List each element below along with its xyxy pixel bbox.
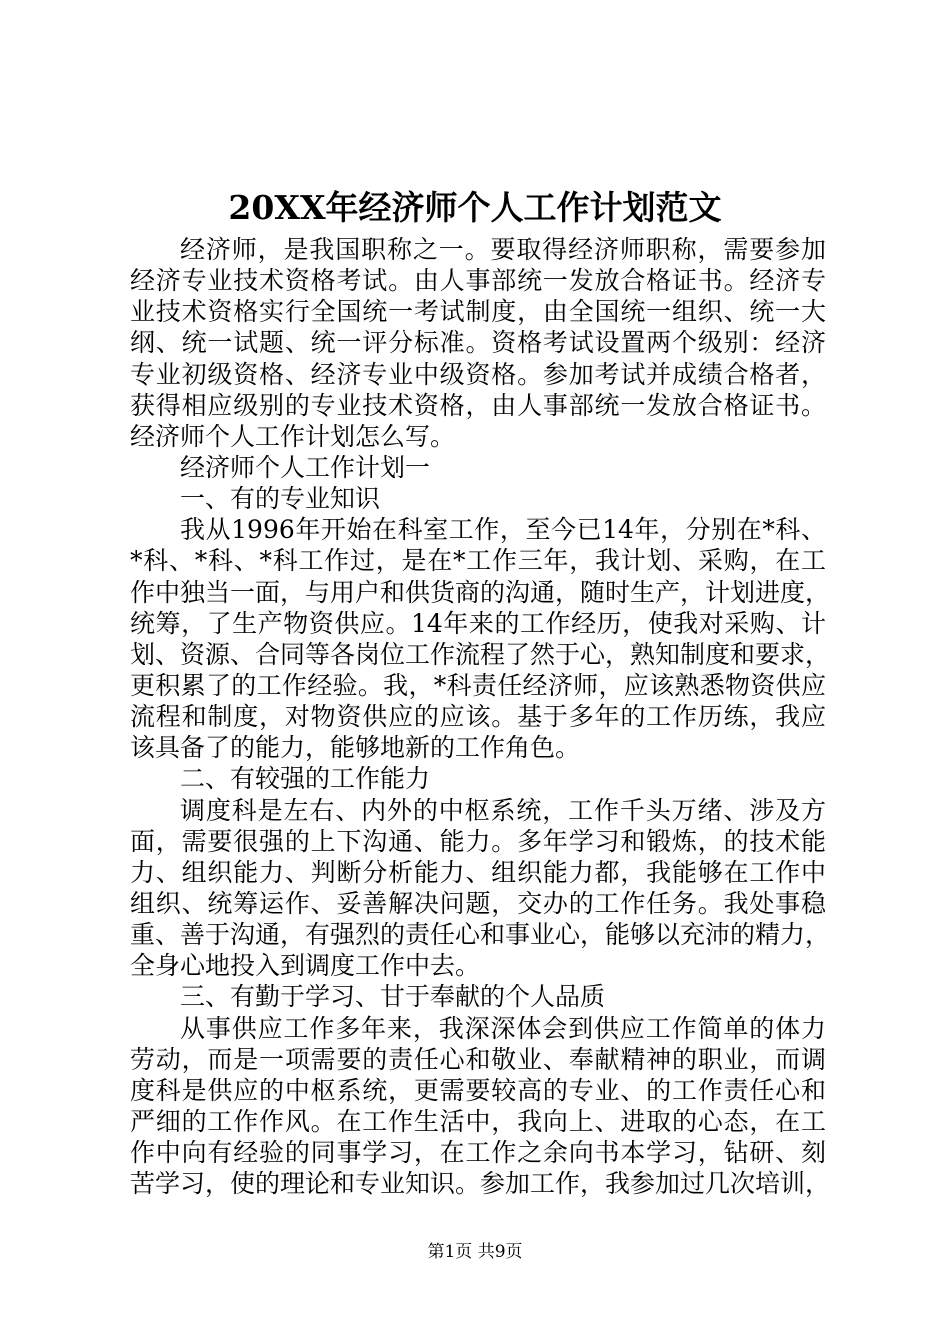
body-line: 流程和制度，对物资供应的应该。基于多年的工作历练，我应 bbox=[130, 702, 826, 732]
body-line: 经济师个人工作计划怎么写。 bbox=[130, 421, 456, 451]
body-line: 我从1996年开始在科室工作，至今已14年，分别在*科、 bbox=[180, 515, 826, 545]
body-line: 组织、统筹运作、妥善解决问题，交办的工作任务。我处事稳 bbox=[130, 888, 826, 918]
body-line: 全身心地投入到调度工作中去。 bbox=[130, 951, 481, 981]
body-line: 划、资源、合同等各岗位工作流程了然于心，熟知制度和要求， bbox=[130, 639, 831, 669]
body-line: 力、组织能力、判断分析能力、组织能力都，我能够在工作中 bbox=[130, 857, 826, 887]
body-line: 获得相应级别的专业技术资格，由人事部统一发放合格证书。 bbox=[130, 390, 826, 420]
body-line: 严细的工作作风。在工作生活中，我向上、进取的心态，在工 bbox=[130, 1106, 826, 1136]
body-line: 专业初级资格、经济专业中级资格。参加考试并成绩合格者， bbox=[130, 359, 826, 389]
body-line: 重、善于沟通，有强烈的责任心和事业心，能够以充沛的精力， bbox=[130, 920, 831, 950]
body-line: 经济师，是我国职称之一。要取得经济师职称，需要参加 bbox=[180, 235, 826, 264]
document-title: 20XX年经济师个人工作计划范文 bbox=[228, 188, 722, 227]
body-line: 该具备了的能力，能够地新的工作角色。 bbox=[130, 733, 581, 763]
body-line: 苦学习，使的理论和专业知识。参加工作，我参加过几次培训， bbox=[130, 1169, 831, 1199]
body-line: 面，需要很强的上下沟通、能力。多年学习和锻炼，的技术能 bbox=[130, 826, 826, 856]
section-heading: 二、有较强的工作能力 bbox=[180, 764, 431, 794]
section-heading: 三、有勤于学习、甘于奉献的个人品质 bbox=[180, 982, 606, 1012]
body-line: 统筹，了生产物资供应。14年来的工作经历，使我对采购、计 bbox=[130, 608, 826, 638]
body-line: 调度科是左右、内外的中枢系统，工作千头万绪、涉及方 bbox=[180, 795, 826, 825]
body-line: 劳动，而是一项需要的责任心和敬业、奉献精神的职业，而调 bbox=[130, 1044, 826, 1074]
document-body bbox=[130, 234, 831, 1199]
page-footer: 第1页 共9页 bbox=[427, 1242, 523, 1262]
body-line: 作中独当一面，与用户和供货商的沟通，随时生产，计划进度， bbox=[130, 577, 831, 607]
body-line: *科、*科、*科工作过，是在*工作三年，我计划、采购，在工 bbox=[130, 546, 826, 576]
body-line: 从事供应工作多年来，我深深体会到供应工作简单的体力 bbox=[180, 1013, 826, 1043]
body-line: 度科是供应的中枢系统，更需要较高的专业、的工作责任心和 bbox=[130, 1075, 826, 1105]
section-heading: 一、有的专业知识 bbox=[180, 484, 381, 514]
body-line: 更积累了的工作经验。我，*科责任经济师，应该熟悉物资供应 bbox=[130, 670, 826, 700]
body-line: 作中向有经验的同事学习，在工作之余向书本学习，钻研、刻 bbox=[130, 1138, 826, 1168]
body-line: 业技术资格实行全国统一考试制度，由全国统一组织、统一大 bbox=[130, 297, 826, 327]
body-line: 纲、统一试题、统一评分标准。资格考试设置两个级别：经济 bbox=[130, 328, 826, 358]
section-heading: 经济师个人工作计划一 bbox=[180, 452, 431, 482]
body-line: 经济专业技术资格考试。由人事部统一发放合格证书。经济专 bbox=[130, 266, 826, 296]
